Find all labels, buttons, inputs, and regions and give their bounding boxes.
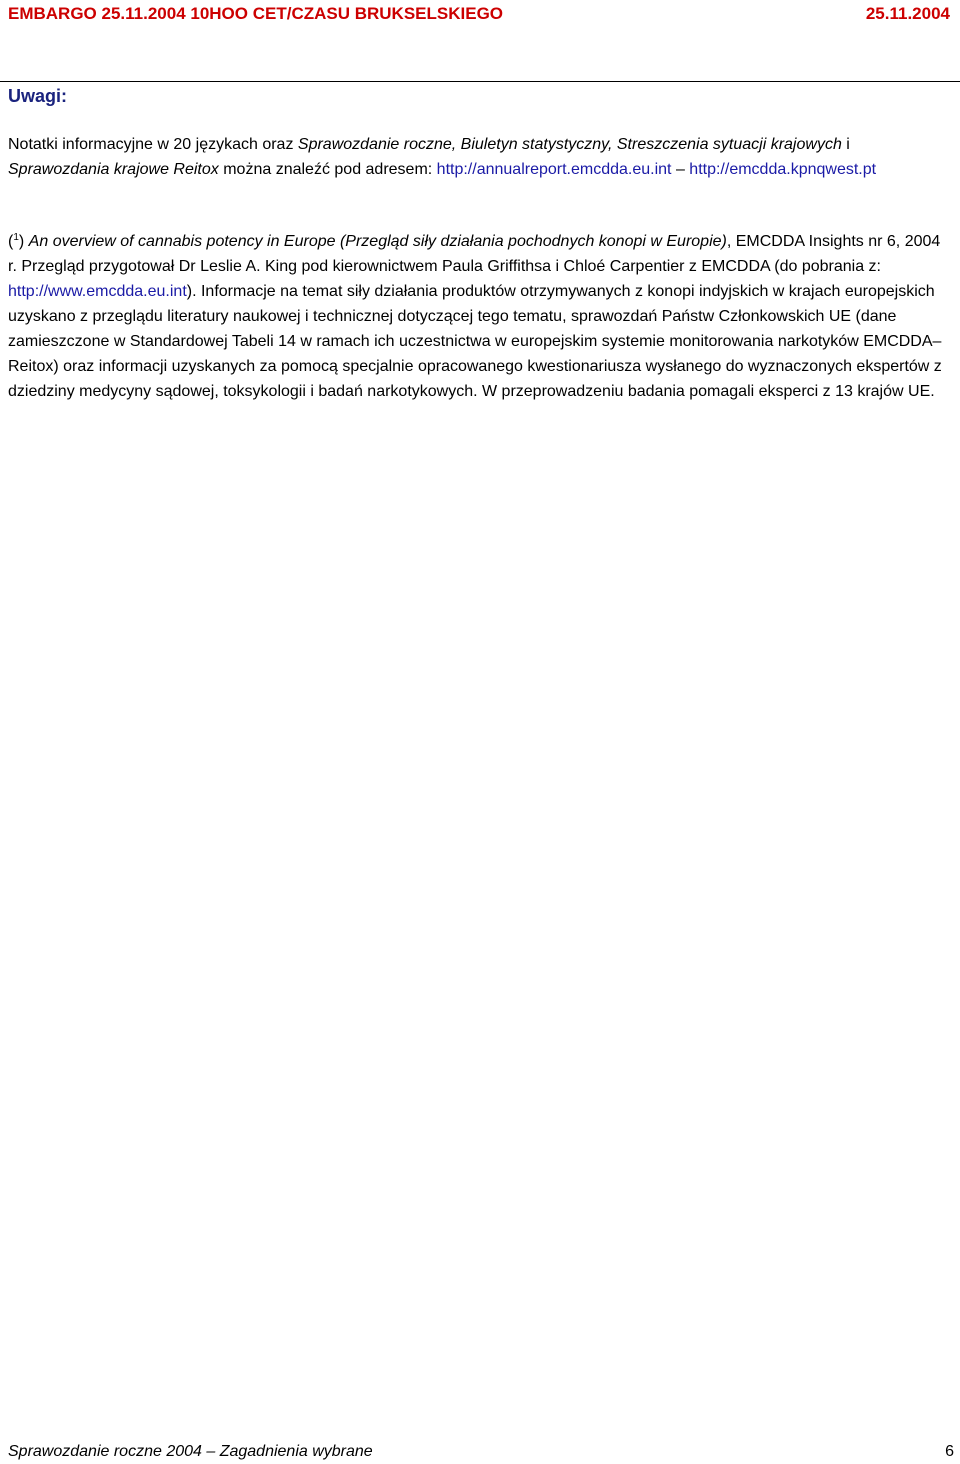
paragraph-info-sources (8, 132, 953, 182)
header-divider (0, 81, 960, 82)
header-date: 25.11.2004 (865, 4, 950, 23)
paragraph-footnote-1 (8, 229, 953, 404)
p2-text-1: , EMCDDA Insights nr 6, 2004 r. Przegląd przygotował Dr Leslie A. King pod kierownictwem Paula Griffithsa i Chloé Carpentier z EMCDDA (do pobrania z: (8, 233, 941, 275)
page-number: 6 (945, 1443, 954, 1460)
p1-italic-titles: Sprawozdanie roczne, Biuletyn statystyczny, Streszczenia sytuacji krajowych (297, 136, 842, 153)
notes-heading: Uwagi: (8, 86, 68, 106)
p1-text-1: Notatki informacyjne w 20 językach oraz (8, 136, 298, 153)
p1-italic-reitox: Sprawozdania krajowe Reitox (8, 161, 219, 178)
footnote-close: ) (18, 233, 29, 250)
embargo-notice: EMBARGO 25.11.2004 10HOO CET/CZASU BRUKSELSKIEGO (8, 4, 504, 23)
page-header (8, 4, 950, 26)
p1-text-3: można znaleźć pod adresem: (218, 161, 437, 178)
footer-title: Sprawozdanie roczne 2004 – Zagadnienia wybrane (8, 1443, 373, 1460)
footnote-number: 1 (13, 232, 19, 243)
kpnqwest-link[interactable]: http://emcdda.kpnqwest.pt (689, 161, 877, 178)
footnote-open: ( (8, 233, 14, 250)
p2-text-2: ). Informacje na temat siły działania produktów otrzymywanych z konopi indyjskich w krajach europejskich uzyskano z przeglądu literatury naukowej i technicznej dotyczącej tego tematu, sprawozdań Państw Członkowskich UE (dane zamieszczone w Standardowej Tabeli 14 w ramach ich uczestnictwa w europejskim systemie monitorowania narkotyków EMCDDA–Reitox) oraz informacji uzyskanych za pomocą specjalnie opracowanego kwestionariusza wysłanego do wyznaczonych ekspertów z dziedziny medycyny sądowej, toksykologii i badań narkotykowych. W przeprowadzeniu badania pomagali eksperci z 13 krajów UE. (8, 283, 942, 400)
annualreport-link[interactable]: http://annualreport.emcdda.eu.int (436, 161, 672, 178)
p2-italic-title: An overview of cannabis potency in Europe (Przegląd siły działania pochodnych konopi w Europie) (28, 233, 727, 250)
emcdda-link[interactable]: http://www.emcdda.eu.int (8, 283, 187, 300)
p1-text-2: i (841, 136, 850, 153)
p1-text-4: – (671, 161, 690, 178)
